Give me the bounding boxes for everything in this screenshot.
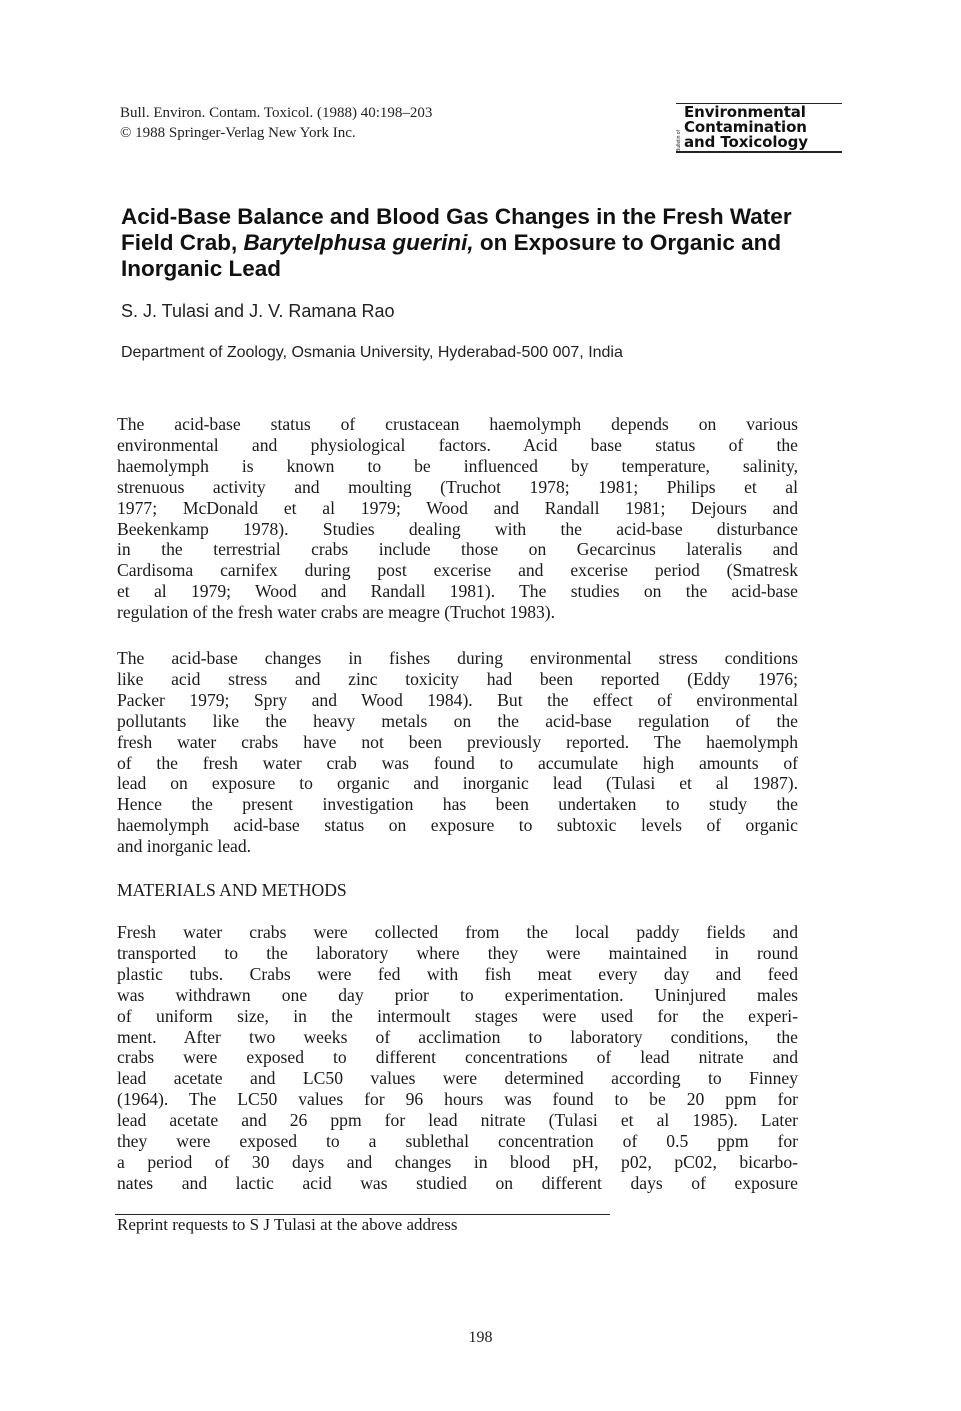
section-heading: MATERIALS AND METHODS [117,880,347,900]
text-line: haemolymph acid-base status on exposure to subtoxic levels of organic [117,815,798,836]
text-line: transported to the laboratory where they were maintained in round [117,942,798,963]
text-line: and inorganic lead. [117,836,252,857]
text-line: lead on exposure to organic and inorganic lead (Tulasi et al 1987). [117,773,798,794]
journal-logo-line-2: Contamination [684,118,807,136]
text-line: regulation of the fresh water crabs are meagre (Truchot 1983). [117,602,556,623]
text-line: a period of 30 days and changes in blood pH, p02, pC02, bicarbo- [117,1151,798,1172]
paragraph-introduction-2 [117,648,798,857]
article-title [121,204,841,282]
text-line: of the fresh water crab was found to accumulate high amounts of [117,752,798,773]
text-line: 1977; McDonald et al 1979; Wood and Randall 1981; Dejours and [117,497,798,518]
text-line: nates and lactic acid was studied on different days of exposure [117,1172,798,1193]
text-line: Packer 1979; Spry and Wood 1984). But the effect of environmental [117,689,798,710]
text-line: The acid-base changes in fishes during environmental stress conditions [117,648,798,668]
citation-header [120,103,432,143]
journal-logo [676,103,842,153]
text-line: like acid stress and zinc toxicity had been reported (Eddy 1976; [117,668,798,689]
text-line: was withdrawn one day prior to experimentation. Uninjured males [117,984,798,1005]
text-line: Beekenkamp 1978). Studies dealing with the acid-base disturbance [117,518,798,539]
authors: S. J. Tulasi and J. V. Ramana Rao [121,301,395,321]
affiliation: Department of Zoology, Osmania University, Hyderabad-500 007, India [121,344,623,361]
text-line: crabs were exposed to different concentrations of lead nitrate and [117,1047,798,1068]
journal-logo-side-text: Bulletin of [676,130,682,152]
text-line: of uniform size, in the intermoult stages were used for the experi- [117,1005,798,1026]
page-number: 198 [468,1329,493,1346]
title-part-1: Acid-Base Balance and Blood Gas Changes in the Fresh Water Field Crab, [121,204,792,255]
text-line: environmental and physiological factors. Acid base status of the [117,434,798,455]
text-line: ment. After two weeks of acclimation to laboratory conditions, the [117,1026,798,1047]
text-line: Hence the present investigation has been undertaken to study the [117,794,798,815]
text-line: lead acetate and 26 ppm for lead nitrate (Tulasi et al 1985). Later [117,1110,798,1131]
paragraph-methods [117,922,798,1194]
text-line: Cardisoma carnifex during post excerise and excerise period (Smatresk [117,560,798,581]
text-line: The acid-base status of crustacean haemolymph depends on various [117,414,798,434]
text-line: strenuous activity and moulting (Truchot 1978; 1981; Philips et al [117,476,798,497]
journal-logo-line-3: and Toxicology [684,133,808,151]
text-line: lead acetate and LC50 values were determined according to Finney [117,1068,798,1089]
text-line: haemolymph is known to be influenced by temperature, salinity, [117,455,798,476]
text-line: (1964). The LC50 values for 96 hours was found to be 20 ppm for [117,1089,798,1110]
text-line: pollutants like the heavy metals on the acid-base regulation of the [117,710,798,731]
footnote: Reprint requests to S J Tulasi at the above address [117,1215,458,1234]
title-species: Barytelphusa guerini, [243,230,474,255]
text-line: et al 1979; Wood and Randall 1981). The studies on the acid-base [117,581,798,602]
text-line: they were exposed to a sublethal concentration of 0.5 ppm for [117,1131,798,1152]
text-line: fresh water crabs have not been previously reported. The haemolymph [117,731,798,752]
citation-line-1: Bull. Environ. Contam. Toxicol. (1988) 40:198–203 [120,105,433,121]
title-part-2: on Exposure to Organic and Inorganic Lead [121,230,782,281]
text-line: plastic tubs. Crabs were fed with fish meat every day and feed [117,963,798,984]
paragraph-introduction-1 [117,414,798,623]
citation-line-2: © 1988 Springer-Verlag New York Inc. [120,125,356,141]
journal-logo-line-1: Environmental [684,103,806,121]
text-line: in the terrestrial crabs include those on Gecarcinus lateralis and [117,539,798,560]
text-line: Fresh water crabs were collected from the local paddy fields and [117,922,798,942]
